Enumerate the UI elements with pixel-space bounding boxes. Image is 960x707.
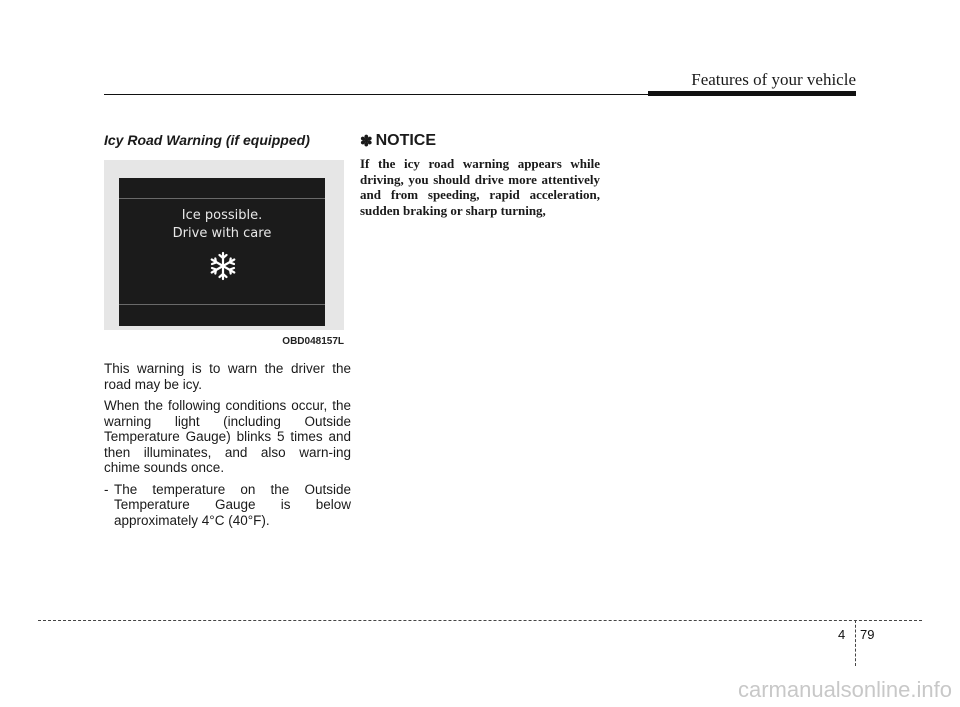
list-item xyxy=(104,482,351,529)
footer-rule xyxy=(38,620,922,621)
display-message-line1: Ice possible. xyxy=(181,208,263,223)
footer-divider xyxy=(855,620,856,666)
cluster-display xyxy=(119,178,325,326)
display-divider-bottom xyxy=(119,304,325,305)
notice-star-icon: ✽ xyxy=(360,133,373,150)
notice-title: NOTICE xyxy=(375,132,437,149)
notice-body: If the icy road warning appears while driving, you should drive more attentively and from speeding, rapid acceleration, sudden braking or sharp turning, xyxy=(360,156,600,218)
page-number: 79 xyxy=(860,627,875,642)
display-message-line2: Drive with care xyxy=(172,226,272,241)
watermark: carmanualsonline.info xyxy=(737,677,952,702)
paragraph-conditions: When the following conditions occur, the warning light (including Outside Temperature Gauge) blinks 5 times and then illuminates, and also warn-ing chime sounds once. xyxy=(104,398,351,475)
chapter-number: 4 xyxy=(838,627,846,642)
bullet-text: The temperature on the Outside Temperature Gauge is below approximately 4°C (40°F). xyxy=(114,481,351,528)
section-title: Icy Road Warning (if equipped) xyxy=(104,132,310,148)
notice-heading xyxy=(360,132,600,150)
header-title: Features of your vehicle xyxy=(691,70,856,89)
figure-code: OBD048157L xyxy=(282,336,344,347)
display-divider-top xyxy=(119,198,325,199)
notice-column xyxy=(360,132,600,218)
paragraph-intro: This warning is to warn the driver the road may be icy. xyxy=(104,361,351,392)
warning-figure xyxy=(104,160,344,330)
bullet-dash: - xyxy=(104,481,109,497)
snowflake-icon xyxy=(207,250,239,282)
header-rule-accent xyxy=(648,91,856,96)
left-column xyxy=(104,132,351,528)
